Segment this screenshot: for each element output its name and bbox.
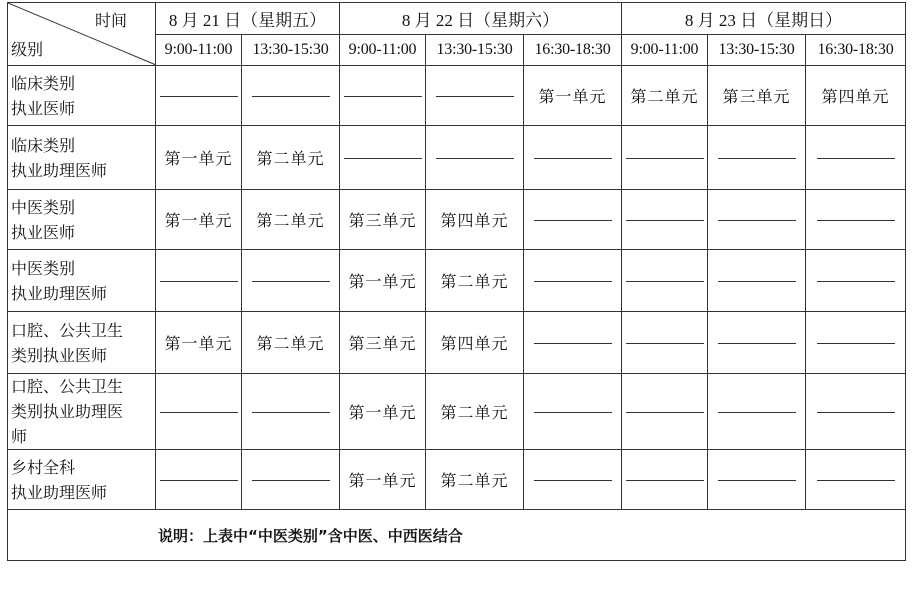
- exam-unit-label: 第二单元: [256, 211, 325, 230]
- empty-slot-cell: [622, 250, 708, 312]
- dash-line: [817, 412, 895, 413]
- day-header: 8 月 21 日（星期五）: [156, 3, 340, 35]
- empty-slot-cell: [426, 66, 524, 126]
- empty-slot-cell: [708, 374, 806, 450]
- dash-line: [534, 158, 612, 159]
- table-row: [8, 126, 906, 190]
- exam-unit-cell: [426, 450, 524, 510]
- table-row: [8, 250, 906, 312]
- dash-line: [344, 158, 422, 159]
- empty-slot-cell: [708, 190, 806, 250]
- category-cell: [8, 250, 156, 312]
- category-line: 执业医师: [11, 222, 76, 242]
- time-slot-header: 9:00-11:00: [156, 35, 242, 66]
- dash-line: [534, 412, 612, 413]
- category-line: 乡村全科: [11, 457, 76, 477]
- empty-slot-cell: [524, 450, 622, 510]
- corner-level-label: 级别: [11, 40, 44, 59]
- exam-unit-cell: [156, 312, 242, 374]
- dash-line: [252, 480, 330, 481]
- category-cell: [8, 126, 156, 190]
- category-line: 中医类别: [11, 258, 76, 278]
- dash-line: [160, 281, 238, 282]
- category-line: 执业医师: [11, 98, 76, 118]
- category-line: 口腔、公共卫生: [11, 377, 124, 396]
- category-line: 类别执业医师: [11, 345, 108, 365]
- empty-slot-cell: [524, 126, 622, 190]
- time-slot-header: 13:30-15:30: [426, 35, 524, 66]
- exam-unit-cell: [340, 450, 426, 510]
- dash-line: [534, 480, 612, 481]
- exam-unit-cell: [340, 374, 426, 450]
- exam-unit-label: 第一单元: [538, 87, 607, 106]
- category-line: 执业助理医师: [11, 283, 108, 303]
- exam-unit-cell: [340, 250, 426, 312]
- empty-slot-cell: [806, 190, 906, 250]
- day-header: 8 月 22 日（星期六）: [340, 3, 622, 35]
- empty-slot-cell: [524, 190, 622, 250]
- empty-slot-cell: [524, 312, 622, 374]
- empty-slot-cell: [622, 312, 708, 374]
- dash-line: [817, 158, 895, 159]
- empty-slot-cell: [708, 250, 806, 312]
- exam-unit-label: 第三单元: [348, 211, 417, 230]
- dash-line: [252, 96, 330, 97]
- dash-line: [718, 220, 796, 221]
- exam-unit-cell: [242, 126, 340, 190]
- exam-unit-label: 第二单元: [440, 272, 509, 291]
- exam-unit-cell: [156, 126, 242, 190]
- exam-unit-cell: [426, 374, 524, 450]
- empty-slot-cell: [156, 374, 242, 450]
- exam-unit-label: 第一单元: [164, 211, 233, 230]
- exam-unit-label: 第四单元: [440, 334, 509, 353]
- table-row: [8, 312, 906, 374]
- empty-slot-cell: [156, 66, 242, 126]
- time-slot-header: 13:30-15:30: [708, 35, 806, 66]
- exam-unit-label: 第三单元: [722, 87, 791, 106]
- empty-slot-cell: [242, 450, 340, 510]
- empty-slot-cell: [806, 312, 906, 374]
- dash-line: [626, 158, 704, 159]
- exam-unit-label: 第一单元: [164, 334, 233, 353]
- dash-line: [817, 220, 895, 221]
- exam-unit-label: 第一单元: [348, 471, 417, 490]
- note-row: [8, 510, 906, 561]
- empty-slot-cell: [708, 450, 806, 510]
- empty-slot-cell: [806, 126, 906, 190]
- day-header: 8 月 23 日（星期日）: [622, 3, 906, 35]
- empty-slot-cell: [806, 250, 906, 312]
- dash-line: [626, 343, 704, 344]
- dash-line: [718, 343, 796, 344]
- dash-line: [718, 281, 796, 282]
- exam-unit-cell: [426, 250, 524, 312]
- category-line: 口腔、公共卫生: [11, 320, 124, 340]
- empty-slot-cell: [708, 312, 806, 374]
- table-row: [8, 374, 906, 450]
- empty-slot-cell: [156, 450, 242, 510]
- dash-line: [817, 281, 895, 282]
- empty-slot-cell: [340, 126, 426, 190]
- category-line: 临床类别: [11, 73, 76, 93]
- exam-unit-cell: [708, 66, 806, 126]
- dash-line: [344, 96, 422, 97]
- time-slot-header: 9:00-11:00: [340, 35, 426, 66]
- exam-unit-cell: [426, 312, 524, 374]
- dash-line: [436, 96, 514, 97]
- dash-line: [718, 480, 796, 481]
- dash-line: [817, 480, 895, 481]
- exam-unit-label: 第二单元: [256, 149, 325, 168]
- dash-line: [817, 343, 895, 344]
- category-cell: [8, 190, 156, 250]
- dash-line: [160, 412, 238, 413]
- empty-slot-cell: [708, 126, 806, 190]
- exam-unit-cell: [340, 312, 426, 374]
- dash-line: [252, 281, 330, 282]
- category-line: 临床类别: [11, 135, 76, 155]
- empty-slot-cell: [340, 66, 426, 126]
- dash-line: [718, 158, 796, 159]
- dash-line: [626, 480, 704, 481]
- empty-slot-cell: [524, 250, 622, 312]
- category-line: 师: [11, 427, 28, 446]
- exam-unit-label: 第四单元: [821, 87, 890, 106]
- time-slot-header: 16:30-18:30: [806, 35, 906, 66]
- exam-unit-cell: [340, 190, 426, 250]
- dash-line: [160, 96, 238, 97]
- time-slot-header: 9:00-11:00: [622, 35, 708, 66]
- time-slot-header: 16:30-18:30: [524, 35, 622, 66]
- empty-slot-cell: [242, 66, 340, 126]
- exam-unit-label: 第二单元: [440, 471, 509, 490]
- exam-unit-cell: [242, 190, 340, 250]
- category-cell: [8, 374, 156, 450]
- category-line: 类别执业助理医: [11, 402, 124, 421]
- category-line: 中医类别: [11, 197, 76, 217]
- table-row: [8, 190, 906, 250]
- exam-unit-label: 第三单元: [348, 334, 417, 353]
- exam-unit-label: 第一单元: [348, 403, 417, 422]
- exam-unit-cell: [242, 312, 340, 374]
- empty-slot-cell: [242, 374, 340, 450]
- dash-line: [436, 158, 514, 159]
- exam-unit-cell: [806, 66, 906, 126]
- header-corner-cell: [8, 3, 156, 66]
- time-slot-header: 13:30-15:30: [242, 35, 340, 66]
- category-cell: [8, 312, 156, 374]
- empty-slot-cell: [426, 126, 524, 190]
- exam-unit-cell: [622, 66, 708, 126]
- note-text: 说明：上表中“中医类别”含中医、中西医结合: [8, 510, 906, 561]
- exam-schedule-table: [7, 2, 906, 561]
- exam-unit-label: 第二单元: [256, 334, 325, 353]
- dash-line: [252, 412, 330, 413]
- table-row: [8, 66, 906, 126]
- empty-slot-cell: [622, 126, 708, 190]
- exam-unit-label: 第一单元: [348, 272, 417, 291]
- category-line: 执业助理医师: [11, 160, 108, 180]
- exam-unit-cell: [156, 190, 242, 250]
- empty-slot-cell: [524, 374, 622, 450]
- empty-slot-cell: [156, 250, 242, 312]
- empty-slot-cell: [622, 190, 708, 250]
- empty-slot-cell: [242, 250, 340, 312]
- dash-line: [160, 480, 238, 481]
- exam-unit-label: 第二单元: [440, 403, 509, 422]
- empty-slot-cell: [806, 374, 906, 450]
- corner-time-label: 时间: [94, 11, 127, 30]
- empty-slot-cell: [806, 450, 906, 510]
- exam-unit-label: 第一单元: [164, 149, 233, 168]
- exam-unit-cell: [524, 66, 622, 126]
- dash-line: [626, 281, 704, 282]
- empty-slot-cell: [622, 374, 708, 450]
- exam-unit-label: 第四单元: [440, 211, 509, 230]
- table-row: [8, 450, 906, 510]
- category-line: 执业助理医师: [11, 482, 108, 502]
- dash-line: [534, 220, 612, 221]
- exam-unit-label: 第二单元: [630, 87, 699, 106]
- dash-line: [534, 281, 612, 282]
- dash-line: [718, 412, 796, 413]
- dash-line: [534, 343, 612, 344]
- category-cell: [8, 450, 156, 510]
- category-cell: [8, 66, 156, 126]
- dash-line: [626, 412, 704, 413]
- empty-slot-cell: [622, 450, 708, 510]
- dash-line: [626, 220, 704, 221]
- exam-unit-cell: [426, 190, 524, 250]
